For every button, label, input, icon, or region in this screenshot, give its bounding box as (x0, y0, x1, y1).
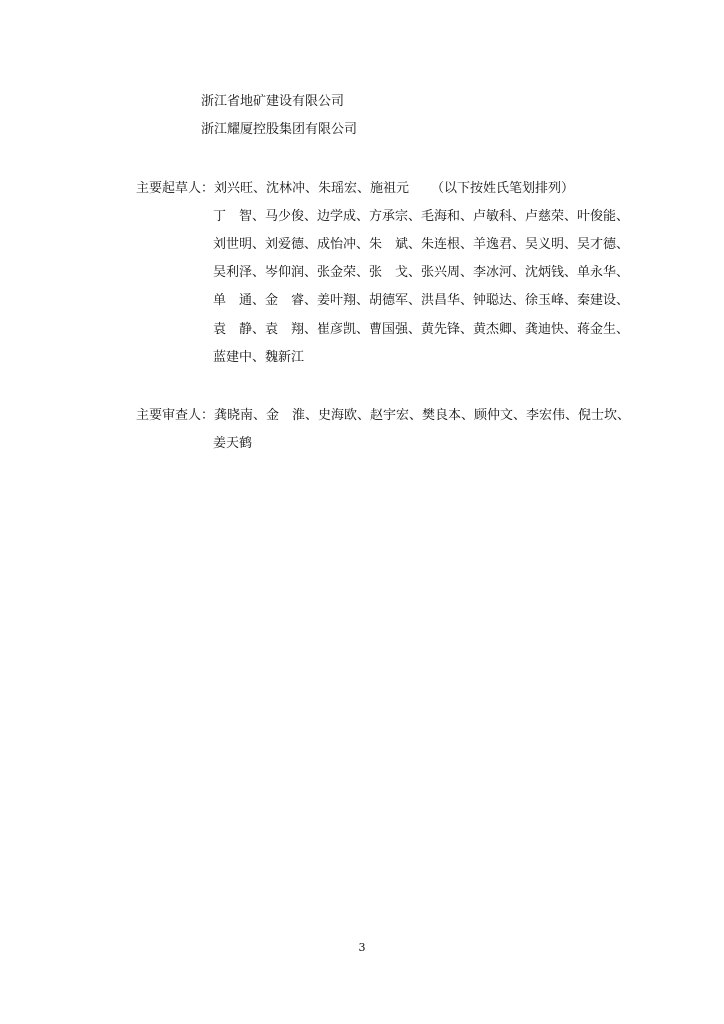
drafters-line: 吴利泽、岑仰润、张金荣、张 戈、张兴周、李冰河、沈炳钱、单永华、 (213, 265, 630, 280)
reviewers-first-line: 龚晓南、金 淮、史海欧、赵宇宏、樊良本、顾仲文、李宏伟、倪士坎、 (214, 408, 631, 423)
organization-2: 浙江耀厦控股集团有限公司 (201, 122, 358, 137)
drafters-first-line: 刘兴旺、沈林冲、朱瑶宏、施祖元 (214, 181, 410, 196)
drafters-note: （以下按姓氏笔划排列） (431, 181, 575, 196)
drafters-line: 蓝建中、魏新江 (213, 350, 305, 365)
drafters-label: 主要起草人： (136, 181, 215, 196)
drafters-line: 丁 智、马少俊、边学成、方承宗、毛海和、卢敏科、卢慈荣、叶俊能、 (213, 209, 630, 224)
reviewers-row (136, 408, 630, 424)
reviewers-label: 主要审查人： (136, 408, 215, 423)
drafters-line: 单 通、金 睿、姜叶翔、胡德军、洪昌华、钟聪达、徐玉峰、秦建设、 (213, 293, 630, 308)
reviewers-line: 姜天鹤 (213, 436, 253, 451)
page-number: 3 (358, 941, 366, 954)
drafters-row (136, 181, 574, 197)
drafters-line: 袁 静、袁 翔、崔彦凯、曹国强、黄先锋、黄杰卿、龚迪快、蒋金生、 (213, 322, 630, 337)
organization-1: 浙江省地矿建设有限公司 (201, 94, 345, 109)
drafters-line: 刘世明、刘爱德、成怡冲、朱 斌、朱连根、羊逸君、吴义明、吴才德、 (213, 237, 630, 252)
